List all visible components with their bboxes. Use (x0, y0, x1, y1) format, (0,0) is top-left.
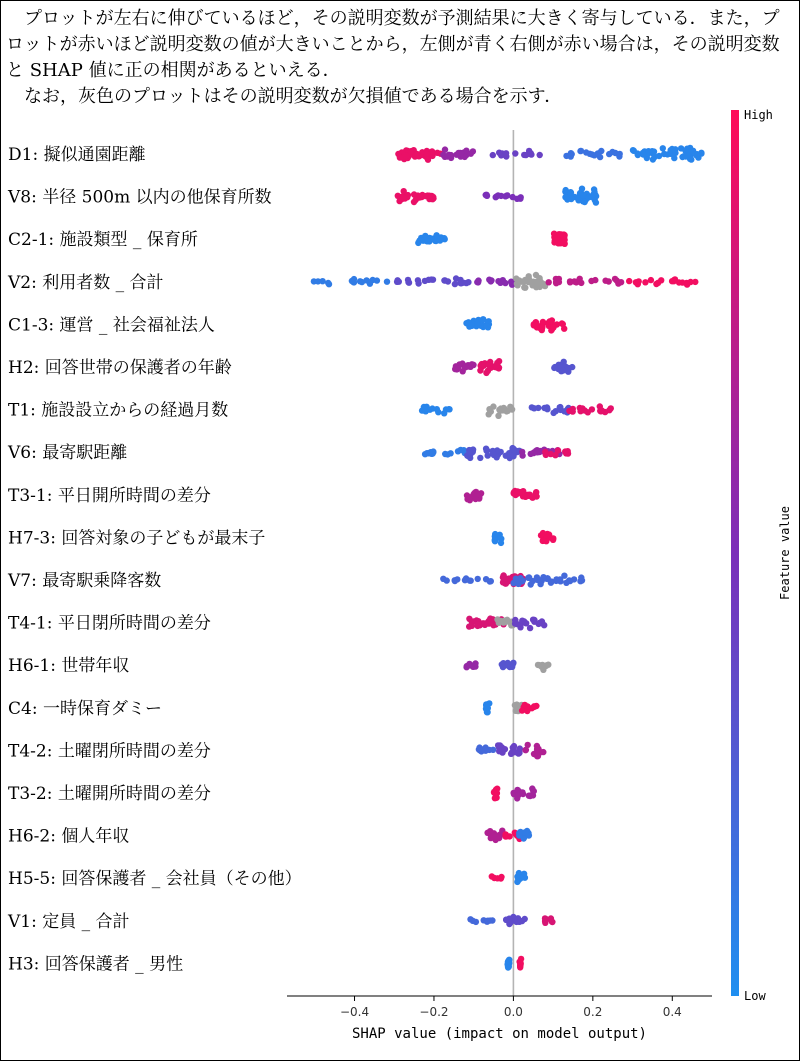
shap-point (397, 154, 403, 160)
shap-point (642, 279, 648, 285)
feature-label: C4: 一時保育ダミー (8, 698, 162, 719)
shap-point (490, 451, 496, 457)
shap-point (544, 404, 550, 410)
shap-point (588, 278, 594, 284)
shap-point (593, 199, 599, 205)
shap-point (566, 577, 572, 583)
shap-point (561, 326, 567, 332)
x-tick-label: 0.4 (662, 1005, 682, 1019)
shap-point (401, 188, 407, 194)
shap-point (502, 833, 508, 839)
shap-point (490, 152, 496, 158)
feature-row-dots (422, 445, 571, 461)
shap-point (540, 530, 546, 536)
shap-point (482, 620, 488, 626)
shap-point (490, 403, 496, 409)
feature-label: T1: 施設設立からの経過月数 (8, 400, 229, 421)
shap-point (484, 193, 490, 199)
shap-point (514, 701, 520, 707)
feature-label: H6-1: 世帯年収 (8, 656, 130, 677)
shap-point (484, 918, 490, 924)
shap-point (602, 278, 608, 284)
shap-point (468, 151, 474, 157)
shap-point (577, 148, 583, 154)
shap-point (543, 662, 549, 668)
feature-row-dots (464, 488, 540, 504)
shap-point (669, 146, 675, 152)
colorbar-high-label: High (744, 108, 773, 122)
shap-point (483, 448, 489, 454)
shap-point (467, 455, 473, 461)
shap-point (626, 278, 632, 284)
shap-point (496, 835, 502, 841)
shap-point (495, 742, 501, 748)
shap-point (440, 576, 446, 582)
shap-point (560, 233, 566, 239)
shap-point (590, 191, 596, 197)
shap-point (510, 446, 516, 452)
shap-point (430, 448, 436, 454)
shap-point (684, 281, 690, 287)
shap-point (498, 536, 504, 542)
shap-point (484, 703, 490, 709)
shap-point (560, 367, 566, 373)
shap-point (525, 492, 531, 498)
x-tick-label: 0.2 (583, 1005, 603, 1019)
shap-point (465, 279, 471, 285)
shap-point (462, 364, 468, 370)
shap-point (567, 278, 573, 284)
shap-point (502, 280, 508, 286)
shap-point (457, 277, 463, 283)
shap-point (550, 537, 556, 543)
shap-point (498, 874, 504, 880)
x-axis (287, 996, 712, 1042)
shap-point (595, 150, 601, 156)
feature-row-dots (492, 530, 557, 546)
shap-point (676, 279, 682, 285)
feature-row-dots (467, 914, 555, 927)
shap-point (502, 575, 508, 581)
colorbar-title: Feature value (778, 506, 792, 600)
shap-point (552, 238, 558, 244)
shap-point (606, 151, 612, 157)
shap-point (540, 575, 546, 581)
colorbar (731, 108, 792, 1003)
shap-point (568, 189, 574, 195)
shap-point (467, 449, 473, 455)
shap-point (319, 278, 325, 284)
shap-point (562, 194, 568, 200)
shap-point (500, 664, 506, 670)
shap-point (415, 240, 421, 246)
shap-point (525, 742, 531, 748)
shap-point (578, 280, 584, 286)
shap-point (510, 453, 516, 459)
colorbar-low-label: Low (744, 989, 766, 1003)
shap-point (434, 150, 440, 156)
shap-point (528, 150, 534, 156)
shap-point (491, 789, 497, 795)
shap-point (518, 194, 524, 200)
feature-row-dots (395, 145, 704, 163)
shap-point (496, 150, 502, 156)
feature-row-dots (489, 870, 529, 885)
shap-point (517, 918, 523, 924)
shap-point (516, 832, 522, 838)
shap-point (374, 277, 380, 283)
feature-label: V1: 定員 _ 合計 (8, 911, 130, 932)
shap-point (367, 281, 373, 287)
shap-point (531, 449, 537, 455)
feature-row-dots (466, 615, 547, 631)
shap-point (477, 455, 483, 461)
feature-row-dots (476, 742, 547, 760)
shap-point (589, 406, 595, 412)
shap-point (406, 280, 412, 286)
shap-point (550, 410, 556, 416)
shap-point (531, 405, 537, 411)
shap-point (546, 318, 552, 324)
feature-label: T3-1: 平日開所時間の差分 (8, 485, 211, 506)
shap-point (518, 961, 524, 967)
shap-point (484, 709, 490, 715)
shap-point (582, 199, 588, 205)
x-tick-label: 0.0 (503, 1005, 523, 1019)
shap-point (500, 407, 506, 413)
shap-point (349, 278, 355, 284)
shap-point (357, 278, 363, 284)
shap-point (469, 623, 475, 629)
shap-point (608, 405, 614, 411)
shap-point (472, 660, 478, 666)
feature-label: H5-5: 回答保護者 _ 会社員（その他） (8, 869, 302, 890)
shap-point (655, 280, 661, 286)
shap-point (548, 915, 554, 921)
feature-label: V6: 最寄駅距離 (8, 443, 128, 464)
shap-point (493, 362, 499, 368)
shap-point (511, 743, 517, 749)
shap-point (423, 408, 429, 414)
shap-point (539, 327, 545, 333)
shap-point (484, 323, 490, 329)
shap-point (636, 278, 642, 284)
feature-row-dots (483, 700, 540, 715)
shap-point (645, 148, 651, 154)
feature-label: T4-1: 平日閉所時間の差分 (8, 613, 211, 634)
feature-row-dots (504, 956, 524, 971)
shap-point (510, 194, 516, 200)
shap-point (447, 450, 453, 456)
shap-point (499, 749, 505, 755)
shap-point (408, 148, 414, 154)
feature-label: H3: 回答保護者 _ 男性 (8, 954, 184, 975)
shap-point (583, 149, 589, 155)
shap-point (514, 621, 520, 627)
shap-point (540, 319, 546, 325)
feature-label: T3-2: 土曜開所時間の差分 (8, 784, 211, 804)
shap-point (512, 150, 518, 156)
shap-point (496, 620, 502, 626)
feature-label: D1: 擬似通園距離 (8, 145, 146, 165)
shap-point (441, 277, 447, 283)
shap-point (472, 490, 478, 496)
feature-row-dots (311, 272, 699, 291)
feature-row-dots (484, 828, 532, 844)
shap-point (557, 576, 563, 582)
shap-point (570, 406, 576, 412)
shap-point (503, 150, 509, 156)
shap-point (446, 406, 452, 412)
shap-point (684, 146, 690, 152)
shap-point (477, 367, 483, 373)
shap-point (492, 531, 498, 537)
shap-point (546, 279, 552, 285)
shap-point (504, 192, 510, 198)
shap-point (429, 193, 435, 199)
shap-point (525, 279, 531, 285)
shap-point (563, 448, 569, 454)
feature-label: H6-2: 個人年収 (8, 826, 130, 847)
shap-point (648, 277, 654, 283)
shap-point (475, 317, 481, 323)
shap-point (550, 324, 556, 330)
shap-point (568, 150, 574, 156)
shap-point (541, 538, 547, 544)
shap-point (384, 279, 390, 285)
shap-point (467, 577, 473, 583)
shap-point (534, 748, 540, 754)
shap-point (414, 151, 420, 157)
shap-point (533, 322, 539, 328)
shap-point (531, 703, 537, 709)
shap-point (514, 488, 520, 494)
x-tick-label: −0.4 (339, 1005, 370, 1019)
colorbar-gradient (731, 110, 739, 996)
feature-label: V2: 利用者数 _ 合計 (8, 272, 164, 293)
shap-point (534, 574, 540, 580)
shap-point (693, 152, 699, 158)
shap-point (522, 702, 528, 708)
shap-point (488, 578, 494, 584)
shap-point (437, 237, 443, 243)
shap-point (422, 278, 428, 284)
feature-row-dots (395, 186, 600, 206)
feature-row-dots (415, 231, 568, 248)
shap-point (579, 577, 585, 583)
shap-point (515, 878, 521, 884)
shap-point (396, 279, 402, 285)
shap-point (542, 449, 548, 455)
shap-point (683, 153, 689, 159)
feature-row-dots (463, 316, 567, 334)
shap-point (612, 150, 618, 156)
shap-point (486, 362, 492, 368)
feature-labels (7, 144, 302, 974)
feature-row-dots (440, 572, 585, 587)
shap-point (537, 152, 543, 158)
shap-point (528, 581, 534, 587)
shap-point (482, 744, 488, 750)
feature-row-dots (419, 403, 614, 419)
shap-point (454, 576, 460, 582)
shap-point (423, 151, 429, 157)
feature-row-dots (463, 660, 551, 673)
shap-point (422, 451, 428, 457)
shap-point (589, 151, 595, 157)
shap-point (580, 193, 586, 199)
shap-point (463, 664, 469, 670)
feature-label: C1-3: 運営 _ 社会福祉法人 (8, 315, 215, 336)
shap-point (507, 920, 513, 926)
shap-point (475, 279, 481, 285)
shap-point (519, 279, 525, 285)
x-tick-label: −0.2 (419, 1005, 449, 1019)
shap-point (452, 281, 458, 287)
shap-point (475, 621, 481, 627)
x-axis-title: SHAP value (impact on model output) (351, 1026, 648, 1042)
shap-point (400, 194, 406, 200)
feature-label: H2: 回答世帯の保護者の年齢 (8, 358, 232, 378)
shap-point (577, 408, 583, 414)
shap-point (517, 745, 523, 751)
shap-point (552, 452, 558, 458)
feature-label: C2-1: 施設類型 _ 保育所 (8, 230, 198, 251)
shap-point (522, 285, 528, 291)
shap-point (640, 151, 646, 157)
intro-paragraph-1: プロットが左右に伸びているほど，その説明変数が予測結果に大きく寄与している．また，プロットが赤いほど説明変数の値が大きいことから，左側が青く右側が赤い場合は，その説明変数と SHAP 値に正の相関があるといえる． (6, 8, 780, 81)
shap-point (448, 155, 454, 161)
shap-point (470, 362, 476, 368)
shap-point (515, 792, 521, 798)
shap-point (514, 577, 520, 583)
shap-point (415, 277, 421, 283)
beeswarm-dots (311, 145, 705, 971)
shap-point (533, 272, 539, 278)
shap-point (599, 407, 605, 413)
shap-point (488, 278, 494, 284)
feature-label: T4-2: 土曜閉所時間の差分 (8, 741, 211, 762)
shap-point (522, 829, 528, 835)
shap-point (490, 747, 496, 753)
shap-point (548, 580, 554, 586)
shap-point (556, 276, 562, 282)
shap-point (660, 145, 666, 151)
shap-point (422, 233, 428, 239)
feature-label: V7: 最寄駅乗降客数 (8, 571, 162, 591)
shap-point (417, 194, 423, 200)
shap-point (473, 919, 479, 925)
shap-point (495, 192, 501, 198)
shap-point (551, 365, 557, 371)
shap-point (475, 576, 481, 582)
shap-point (505, 964, 511, 970)
shap-point (483, 370, 489, 376)
shap-point (535, 621, 541, 627)
shap-point (458, 447, 464, 453)
shap-point (455, 365, 461, 371)
shap-point (508, 404, 514, 410)
shap-point (455, 150, 461, 156)
feature-label: V8: 半径 500m 以内の他保育所数 (8, 187, 272, 208)
shap-point (650, 156, 656, 162)
shap-point (521, 152, 527, 158)
feature-label: H7-3: 回答対象の子どもが最末子 (8, 528, 266, 549)
shap-point (519, 449, 525, 455)
shap-point (469, 323, 475, 329)
intro-paragraph-2: なお，灰色のプロットはその説明変数が欠損値である場合を示す． (24, 86, 563, 107)
shap-point (325, 280, 331, 286)
shap-point (692, 279, 698, 285)
shap-point (614, 277, 620, 283)
shap-point (529, 785, 535, 791)
shap-point (428, 276, 434, 282)
shap-point (561, 239, 567, 245)
